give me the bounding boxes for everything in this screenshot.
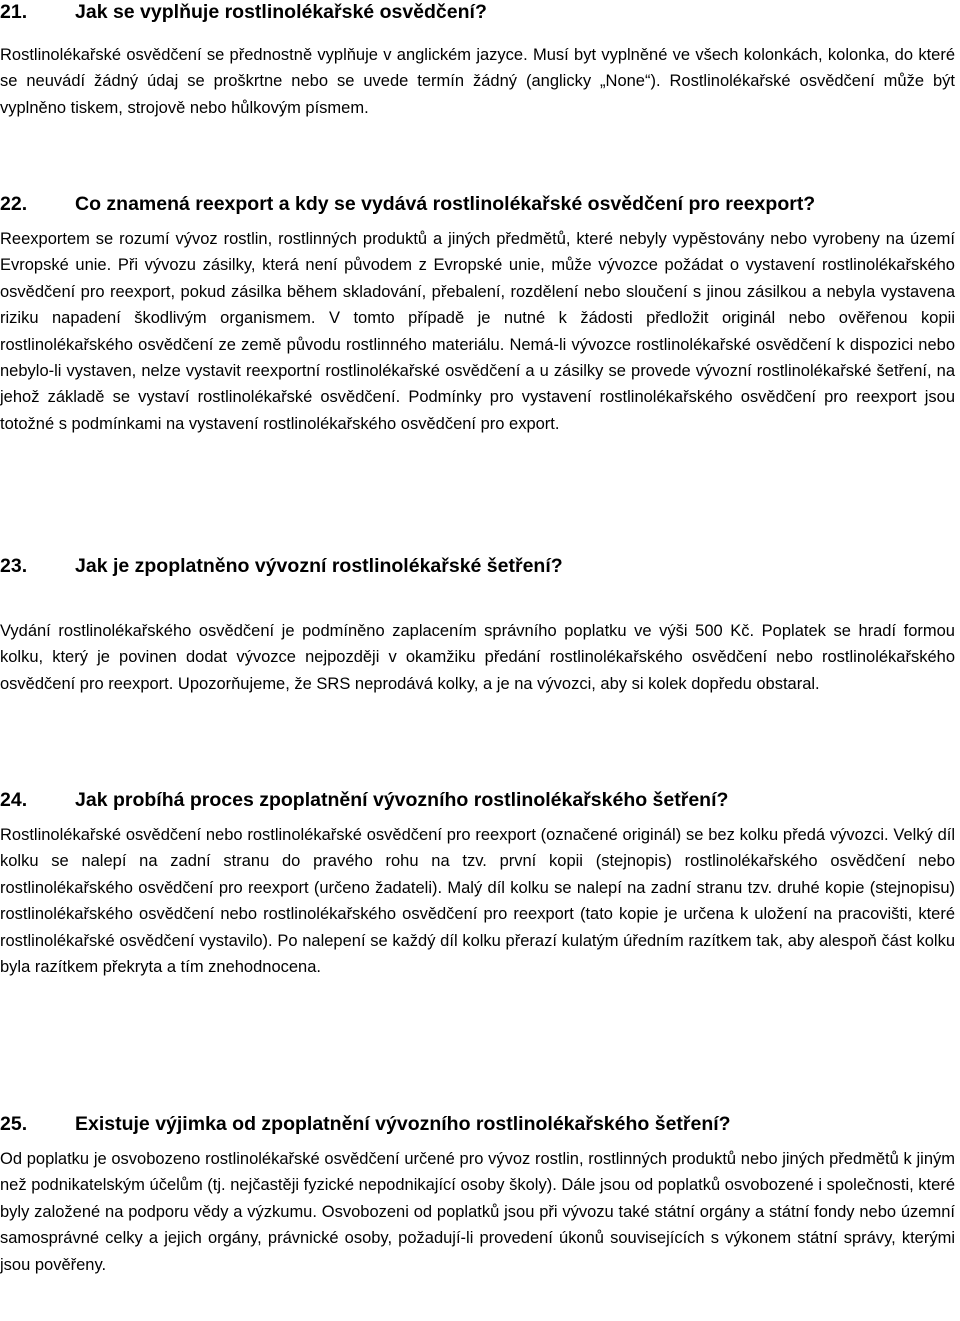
section-25: [0, 1112, 955, 1278]
section-24: [0, 788, 955, 980]
section-heading: [0, 0, 955, 24]
section-heading: [0, 192, 955, 216]
section-23: [0, 554, 955, 697]
section-number: 21.: [0, 1, 28, 23]
section-paragraph: Rostlinolékařské osvědčení nebo rostlinolékařské osvědčení pro reexport (označené originál) se bez kolku předá vývozci. Velký díl kolku se nalepí na zadní stranu do pravého rohu na tzv. první kopii (stejnopis) rostlinolékařského osvědčení nebo rostlinolékařského osvědčení pro reexport (určeno žadateli). Malý díl kolku se nalepí na zadní stranu tzv. druhé kopie (stejnopisu) rostlinolékařského osvědčení nebo rostlinolékařského osvědčení pro reexport (tato kopie je určena k uložení na pracovišti, které rostlinolékařské osvědčení vystavilo). Po nalepení se každý díl kolku přerazí kulatým úředním razítkem tak, aby alespoň část kolku byla razítkem překryta a tím znehodnocena.: [0, 826, 955, 977]
section-22: [0, 192, 955, 437]
section-title: Co znamená reexport a kdy se vydává rostlinolékařské osvědčení pro reexport?: [75, 193, 816, 215]
section-paragraph: Rostlinolékařské osvědčení se přednostně vyplňuje v anglickém jazyce. Musí byt vyplněné ve všech kolonkách, kolonka, do které se neuvádí žádný údaj se proškrtne nebo se uvede termín žádný (anglicky „None“). Rostlinolékařské osvědčení může být vyplněno tiskem, strojově nebo hůlkovým písmem.: [0, 46, 955, 117]
section-paragraph: Vydání rostlinolékařského osvědčení je podmíněno zaplacením správního poplatku ve výši 500 Kč. Poplatek se hradí formou kolku, který je povinen dodat vývozce nejpozději v okamžiku předání rostlinolékařského osvědčení nebo rostlinolékařského osvědčení pro reexport. Upozorňujeme, že SRS neprodává kolky, a je na vývozci, aby si kolek dopředu obstaral.: [0, 622, 955, 693]
section-title: Existuje výjimka od zpoplatnění vývozního rostlinolékařského šetření?: [75, 1113, 731, 1135]
section-number: 25.: [0, 1113, 28, 1135]
section-paragraph: Reexportem se rozumí vývoz rostlin, rostlinných produktů a jiných předmětů, které nebyly vypěstovány nebo vyrobeny na území Evropské unie. Při vývozu zásilky, která není původem z Evropské unie, může vývozce požádat o vystavení rostlinolékařského osvědčení pro reexport, pokud zásilka během skladování, přebalení, rozdělení nebo sloučení s jinou zásilkou a nebyla vystavena riziku napadení škodlivým organismem. V tomto případě je nutné k žádosti předložit originál nebo ověřenou kopii rostlinolékařského osvědčení ze země původu rostlinného materiálu. Nemá-li vývozce rostlinolékařské osvědčení k dispozici nebo nebylo-li vystaven, nelze vystavit reexportní rostlinolékařské osvědčení a u zásilky se provede vývozní rostlinolékařské šetření, na jehož základě se vystaví rostlinolékařské osvědčení. Podmínky pro vystavení rostlinolékařského osvědčení pro reexport jsou totožné s podmínkami na vystavení rostlinolékařského osvědčení pro export.: [0, 230, 955, 433]
section-number: 22.: [0, 193, 28, 215]
section-heading: [0, 1112, 955, 1136]
section-title: Jak probíhá proces zpoplatnění vývozního rostlinolékařského šetření?: [75, 789, 729, 811]
section-heading: [0, 554, 955, 578]
section-number: 23.: [0, 555, 28, 577]
section-paragraph: Od poplatku je osvobozeno rostlinolékařské osvědčení určené pro vývoz rostlin, rostlinných produktů nebo jiných předmětů k jiným než podnikatelským účelům (tj. nejčastěji fyzické nepodnikající osoby školy). Dále jsou od poplatků osvobozené i společnosti, které byly založené na podporu vědy a výzkumu. Osvobozeni od poplatků jsou při vývozu také státní orgány a státní fondy nebo územní samosprávné celky a jejich orgány, právnické osoby, požadují-li provedení úkonů souvisejících s výkonem státní správy, kterými jsou pověřeny.: [0, 1150, 955, 1274]
section-title: Jak se vyplňuje rostlinolékařské osvědčení?: [75, 1, 487, 23]
section-title: Jak je zpoplatněno vývozní rostlinolékařské šetření?: [75, 555, 563, 577]
section-heading: [0, 788, 955, 812]
section-number: 24.: [0, 789, 28, 811]
section-21: [0, 0, 955, 121]
